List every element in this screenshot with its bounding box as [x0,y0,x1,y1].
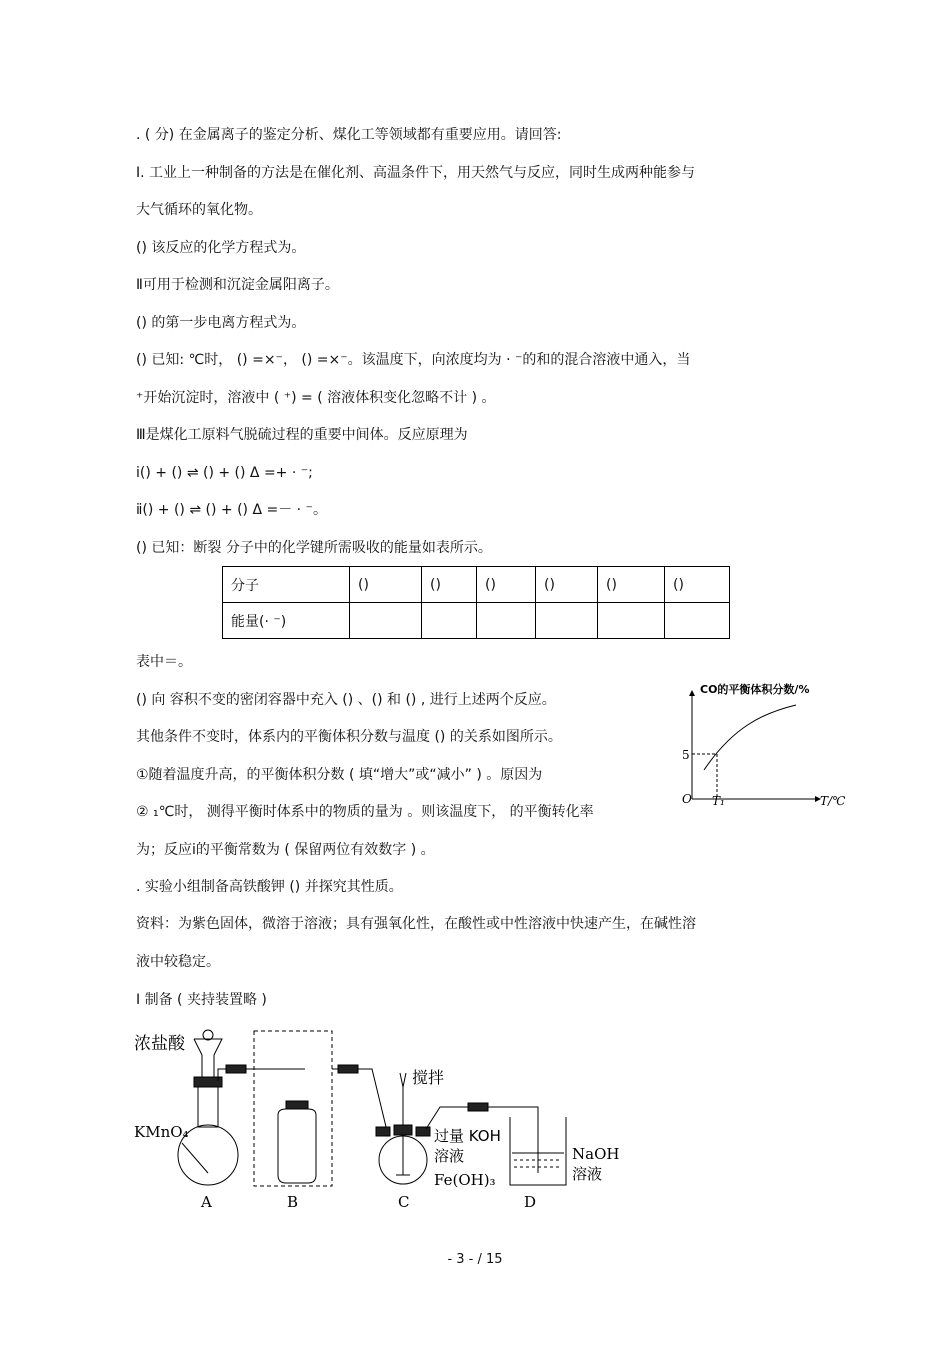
subq-5-cont: 其他条件不变时，体系内的平衡体积分数与温度 () 的关系如图所示。 [136,729,562,745]
table-cell [536,603,598,639]
table-answer: 表中＝。 [136,654,192,670]
kmno4-label: KMnO₄ [134,1123,189,1141]
bottle-b [278,1109,316,1183]
reaction-ii: ⅱ() + () ⇌ () + () Δ =－ · ⁻。 [136,502,327,518]
table-cell [598,603,665,639]
acid-label: 浓盐酸 [134,1034,185,1054]
table-cell: () [350,567,422,603]
graph-y-tick: 5 [682,748,690,762]
subq-5-2-cont: 为；反应ⅰ的平衡常数为 ( 保留两位有效数字 ) 。 [136,842,435,858]
flask-c-stopper [394,1125,412,1135]
table-cell: () [536,567,598,603]
subq-5-2: ② ₁℃时， 测得平衡时体系中的物质的量为 。则该温度下， 的平衡转化率 [136,804,594,820]
stir-label: 搅拌 [412,1068,445,1087]
subq-5-1: ①随着温度升高，的平衡体积分数 ( 填“增大”或“减小” ) 。原因为 [136,767,543,783]
label-d: D [524,1193,537,1211]
koh-label-1: 过量 KOH [434,1127,501,1145]
table-row [223,567,730,603]
preparation-heading: Ⅰ 制备 ( 夹持装置略 ) [136,992,267,1008]
feoh-label: Fe(OH)₃ [434,1171,496,1189]
naoh-label-1: NaOH [572,1145,620,1163]
table-cell [665,603,730,639]
part-2-text: Ⅱ可用于检测和沉淀金属阳离子。 [136,277,339,293]
label-c: C [398,1193,410,1211]
part-1-text-cont: 大气循环的氧化物。 [136,202,262,218]
subq-4: () 已知：断裂 分子中的化学键所需吸收的能量如表所示。 [136,540,492,556]
subq-2: () 的第一步电离方程式为。 [136,315,306,331]
connector [468,1103,488,1111]
question-part-b: . 实验小组制备高铁酸钾 () 并探究其性质。 [136,879,403,895]
page-number: - 3 - / 15 [447,1252,503,1267]
fraction-curve [704,705,796,770]
subq-5: () 向 容积不变的密闭容器中充入 () 、() 和 () , 进行上述两个反应。 [136,692,556,708]
table-cell [422,603,477,639]
subq-3: () 已知: ℃时， () =×⁻， () =×⁻。该温度下，向浓度均为 · ⁻的和的混合溶液中通入，当 [136,352,691,368]
table-cell [477,603,536,639]
graph-x-tick: T₁ [712,794,725,808]
reference-info-cont: 液中较稳定。 [136,954,220,970]
table-cell: () [665,567,730,603]
stir-arrow [400,1073,406,1087]
tube-b-c [332,1069,388,1135]
part-1-text: Ⅰ. 工业上一种制备的方法是在催化剂、高温条件下，用天然气与反应，同时生成两种能参与 [136,165,696,181]
table-row [223,603,730,639]
reaction-i: ⅰ() + () ⇌ () + () Δ =+ · ⁻; [136,465,313,481]
label-b: B [287,1193,299,1211]
flask-c-side-stopper [416,1127,430,1136]
reference-info: 资料：为紫色固体，微溶于溶液；具有强氧化性，在酸性或中性溶液中快速产生，在碱性溶 [136,916,696,932]
table-cell: () [477,567,536,603]
graph-xlabel: T/℃ [820,794,846,808]
graph-ylabel: CO的平衡体积分数/% [700,683,810,696]
apparatus-diagram [130,1025,630,1220]
table-cell: 能量(· ⁻) [223,603,350,639]
table-cell [350,603,422,639]
flask-c-side-stopper [376,1127,390,1136]
table-cell: () [422,567,477,603]
naoh-label-2: 溶液 [572,1165,603,1183]
subq-3-cont: ⁺开始沉淀时，溶液中 ( ⁺) = ( 溶液体积变化忽略不计 ) 。 [136,390,496,406]
table-cell: () [598,567,665,603]
koh-label-2: 溶液 [434,1147,465,1165]
question-intro: . ( 分) 在金属离子的鉴定分析、煤化工等领域都有重要应用。请回答: [136,127,562,143]
connector [226,1065,246,1073]
subq-1: () 该反应的化学方程式为。 [136,240,306,256]
co-fraction-graph [678,675,858,820]
connector [338,1065,358,1073]
graph-origin: O [682,792,692,806]
label-a: A [201,1193,212,1211]
kmno4-pointer [182,1143,208,1173]
part-3-text: Ⅲ是煤化工原料气脱硫过程的重要中间体。反应原理为 [136,427,468,443]
table-cell: 分子 [223,567,350,603]
bond-energy-table [222,566,730,639]
bottle-b-cap [286,1101,308,1109]
